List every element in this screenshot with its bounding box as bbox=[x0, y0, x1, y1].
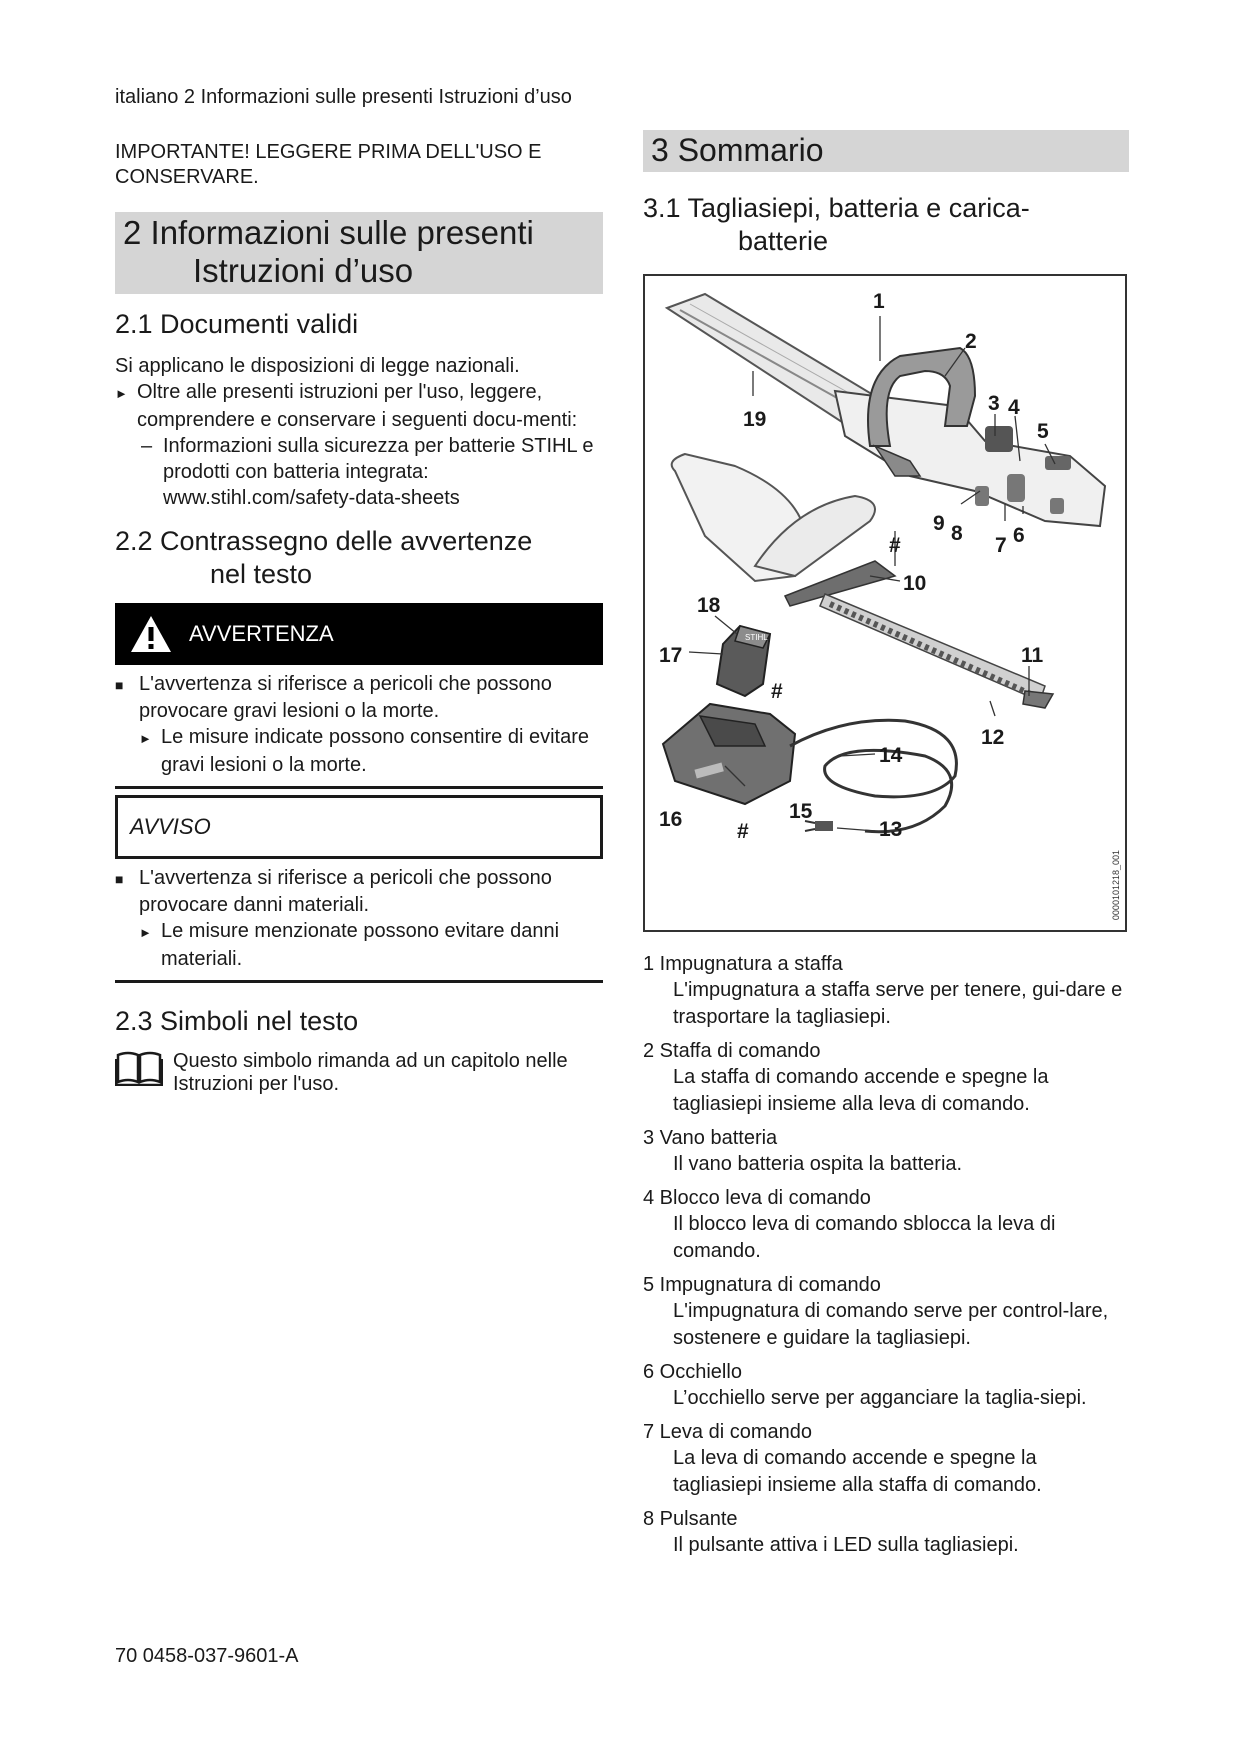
callout-5: 5 bbox=[1037, 420, 1049, 443]
list-item-term: 1 Impugnatura a staffa bbox=[643, 953, 843, 975]
section-3-heading: 3 Sommario bbox=[643, 130, 1129, 172]
svg-text:STIHL: STIHL bbox=[745, 633, 768, 642]
list-item-desc: Il pulsante attiva i LED sulla tagliasiepi. bbox=[673, 1534, 1019, 1556]
callout-14: 14 bbox=[879, 744, 903, 767]
section-2-2-heading bbox=[115, 525, 603, 591]
warning-triangle-icon bbox=[129, 614, 173, 654]
right-column bbox=[643, 130, 1129, 1559]
callout-17: 17 bbox=[659, 644, 683, 667]
list-item-desc: L’occhiello serve per agganciare la taglia-siepi. bbox=[673, 1387, 1087, 1409]
square-bullet-icon: ■ bbox=[115, 677, 124, 693]
square-bullet-icon: ■ bbox=[115, 871, 124, 887]
callout-8: 8 bbox=[951, 522, 963, 545]
left-column bbox=[115, 140, 603, 1096]
s21-intro: Si applicano le disposizioni di legge nazionali. bbox=[115, 355, 520, 377]
callout-6: 6 bbox=[1013, 524, 1025, 547]
triangle-bullet-icon: ► bbox=[115, 386, 128, 401]
warning-point-text: L'avvertenza si riferisce a pericoli che possono provocare gravi lesioni o la morte. bbox=[139, 673, 552, 722]
s31-title-line2: batterie bbox=[738, 226, 829, 256]
s21-dash-text: Informazioni sulla sicurezza per batterie STIHL e prodotti con batteria integrata: www.stihl.com/safety-data-sheets bbox=[163, 435, 594, 509]
footer-doc-number: 70 0458-037-9601-A bbox=[115, 1645, 299, 1667]
callout-16: 16 bbox=[659, 808, 683, 831]
notice-banner bbox=[115, 795, 603, 859]
notice-point-text: L'avvertenza si riferisce a pericoli che possono provocare danni materiali. bbox=[139, 867, 552, 916]
callout-1: 1 bbox=[873, 290, 885, 313]
section-2-title-line2: Istruzioni d’uso bbox=[193, 252, 414, 289]
list-item-desc: Il blocco leva di comando sblocca la leva di comando. bbox=[673, 1213, 1056, 1262]
callout-15: 15 bbox=[789, 800, 813, 823]
s21-bullet-text: Oltre alle presenti istruzioni per l'uso, leggere, comprendere e conservare i seguenti docu-menti: bbox=[137, 381, 578, 431]
callout-19: 19 bbox=[743, 408, 767, 431]
warning-label: AVVERTENZA bbox=[189, 621, 334, 646]
component-list bbox=[643, 952, 1129, 1559]
list-item-desc: L'impugnatura di comando serve per control-lare, sostenere e guidare la tagliasiepi. bbox=[673, 1300, 1109, 1349]
callout-4: 4 bbox=[1008, 396, 1020, 419]
notice-label: AVVISO bbox=[130, 814, 211, 839]
callout-2: 2 bbox=[965, 330, 977, 353]
s22-title-line2: nel testo bbox=[210, 559, 313, 589]
warning-banner bbox=[115, 603, 603, 665]
important-notice: IMPORTANTE! LEGGERE PRIMA DELL'USO E CONSERVARE. bbox=[115, 141, 542, 188]
notice-point bbox=[115, 865, 603, 918]
callout-3: 3 bbox=[988, 392, 1000, 415]
list-item-term: 6 Occhiello bbox=[643, 1361, 742, 1383]
running-header: italiano 2 Informazioni sulle presenti Istruzioni d’uso bbox=[115, 86, 572, 108]
section-2-3-heading: 2.3 Simboli nel testo bbox=[115, 1006, 359, 1036]
callout-10: 10 bbox=[903, 572, 927, 595]
upper-body bbox=[835, 348, 1105, 526]
list-item-desc: La staffa di comando accende e spegne la tagliasiepi insieme alla leva di comando. bbox=[673, 1066, 1049, 1115]
section-2-heading bbox=[115, 212, 603, 294]
s22-title-line1: 2.2 Contrassegno delle avvertenze bbox=[115, 526, 533, 556]
triangle-bullet-icon: ► bbox=[139, 731, 152, 746]
list-item-desc: Il vano batteria ospita la batteria. bbox=[673, 1153, 963, 1175]
warning-measure-text: Le misure indicate possono consentire di evitare gravi lesioni o la morte. bbox=[161, 726, 590, 776]
callout-12: 12 bbox=[981, 726, 1005, 749]
list-item-term: 4 Blocco leva di comando bbox=[643, 1187, 871, 1209]
callout-hash: # bbox=[737, 820, 749, 843]
section-2-title-line1: 2 Informazioni sulle presenti bbox=[123, 214, 534, 251]
divider-rule bbox=[115, 786, 603, 789]
notice-measure bbox=[115, 918, 603, 972]
s31-title-line1: 3.1 Tagliasiepi, batteria e carica- bbox=[643, 193, 1030, 223]
callout-hash: # bbox=[889, 534, 901, 557]
s21-bullet bbox=[115, 379, 603, 433]
list-item-term: 8 Pulsante bbox=[643, 1508, 738, 1530]
list-item-term: 5 Impugnatura di comando bbox=[643, 1274, 881, 1296]
dash-bullet-icon: – bbox=[141, 435, 153, 457]
section-3-1-heading bbox=[643, 192, 1129, 258]
power-cord bbox=[790, 720, 956, 831]
warning-measure bbox=[115, 724, 603, 778]
figure-code: 0000101218_001 bbox=[1111, 849, 1121, 920]
list-item-term: 7 Leva di comando bbox=[643, 1421, 813, 1443]
list-item-term: 2 Staffa di comando bbox=[643, 1040, 821, 1062]
list-item-desc: L'impugnatura a staffa serve per tenere, gui-dare e trasportare la tagliasiepi. bbox=[673, 979, 1123, 1028]
callout-11: 11 bbox=[1021, 644, 1044, 667]
callout-9: 9 bbox=[933, 512, 945, 535]
charger bbox=[663, 704, 795, 804]
overview-figure bbox=[643, 274, 1127, 932]
book-symbol-row bbox=[115, 1050, 603, 1096]
section-2-1-heading: 2.1 Documenti validi bbox=[115, 309, 359, 339]
divider-rule bbox=[115, 980, 603, 983]
book-symbol-text: Questo simbolo rimanda ad un capitolo nelle Istruzioni per l'uso. bbox=[173, 1050, 568, 1095]
callout-hash: # bbox=[771, 680, 783, 703]
s21-dash-item bbox=[115, 433, 603, 511]
triangle-bullet-icon: ► bbox=[139, 925, 152, 940]
callout-18: 18 bbox=[697, 594, 721, 617]
book-icon bbox=[115, 1050, 163, 1086]
warning-point bbox=[115, 671, 603, 724]
list-item-term: 3 Vano batteria bbox=[643, 1127, 778, 1149]
callout-7: 7 bbox=[995, 534, 1007, 557]
battery bbox=[717, 626, 770, 696]
list-item-desc: La leva di comando accende e spegne la tagliasiepi insieme alla staffa di comando. bbox=[673, 1447, 1042, 1496]
callout-13: 13 bbox=[879, 818, 903, 841]
notice-measure-text: Le misure menzionate possono evitare danni materiali. bbox=[161, 920, 560, 970]
